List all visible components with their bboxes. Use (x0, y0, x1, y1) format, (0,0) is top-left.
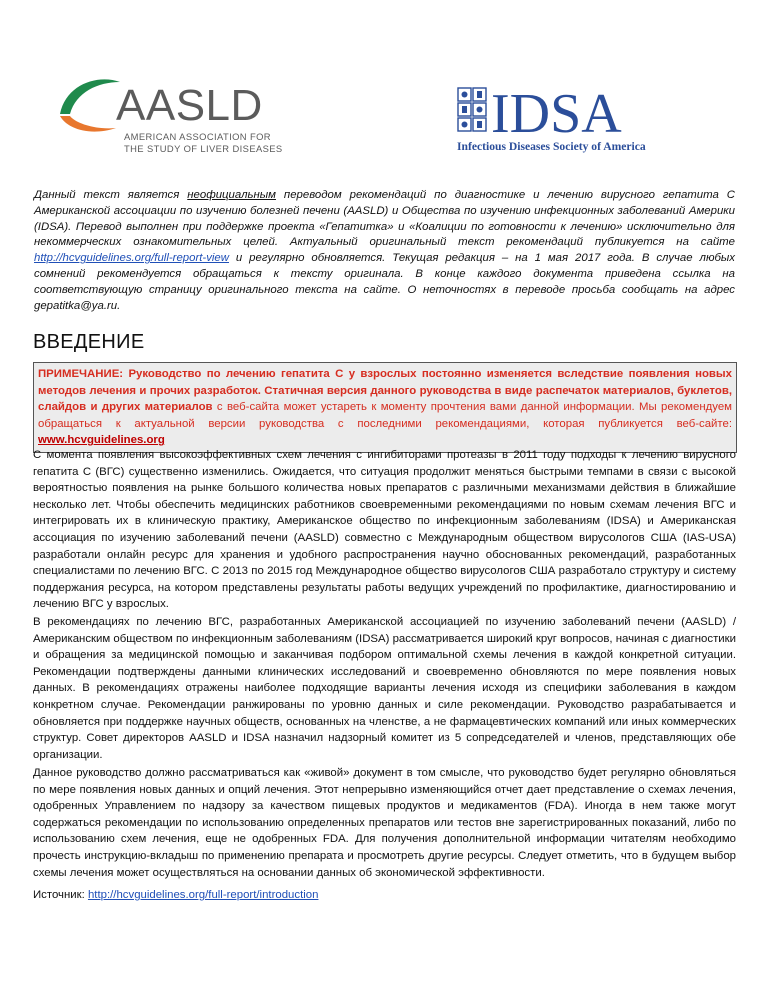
aasld-logo (58, 70, 288, 165)
source-link[interactable]: http://hcvguidelines.org/full-report/introduction (87, 889, 319, 901)
paragraph-2: В рекомендациях по лечению ВГС, разработанных Американской ассоциацией по изучению заболеваний печени (AASLD) /Американским обществом по инфекционным заболеваниям (IDSA) рассматривается широкий круг вопросов, начиная с диагностики и обращения за медицинской помощью и заканчивая подбором оптимальной схемы лечения в каждой конкретной ситуации. Рекомендации подтверждены данными клинических исследований и своевременно обновляются по мере появления новых данных. В рекомендациях отражены наиболее подходящие варианты лечения исходя из специфики заболевания в каждом конкретном случае. Рекомендации ранжированы по уровню данных и силе рекомендации. Руководство разрабатывается и обновляется при поддержке научных обществ, основанных на членстве, а не фармацевтических компаний или иных коммерческих структур. Совет директоров AASLD и IDSA назначил надзорный комитет из 5 сопредседателей и членов, представляющих обе организации. (33, 616, 736, 761)
source-line (33, 889, 318, 901)
paragraph-1: С момента появления высокоэффективных схем лечения с ингибиторами протеазы в 2011 году подходы к лечению вирусного гепатита С (ВГС) существенно изменились. Ожидается, что ситуация продолжит меняться быстрыми темпами в связи с высокой вероятностью появления на рынке большого количества новых препаратов с различными механизмами действия в ближайшие несколько лет. Чтобы обеспечить медицинских работников своевременными рекомендациями по новым схемам лечения ВГС и интегрировать их в клиническую практику, Американское общество по инфекционным заболеваниям (IDSA) и Американская ассоциация по изучению заболеваний печени (AASLD) совместно с Международным обществом вирусологов США (IAS-USA) разработали онлайн ресурс для хранения и удобного распространения научно обоснованных рекомендаций, разработанных специалистами по лечению ВГС. С 2013 по 2015 год Международное общество вирусологов США разработало структуру и систему поддержания ресурса, на котором представлены результаты работы ведущих учреждений по профилактике, диагностированию и лечению ВГС у взрослых. (33, 449, 736, 611)
disclaimer-text-3: и регулярно обновляется. Текущая редакция – на 1 мая 2017 года. В случае любых сомнений рекомендуется обращаться к тексту оригинала. В конце каждого документа приведена ссылка на соответствующую страницу оригинального текста на сайте. О неточностях в переводе просьба сообщать на адрес gepatitka@ya.ru. (34, 252, 735, 312)
note-bold-text: ПРИМЕЧАНИЕ: Руководство по лечению гепатита С у взрослых постоянно изменяется вследствие появления новых методов лечения и прочих разработок. Статичная версия данного руководства в виде распечаток материалов, буклетов, слайдов и других материалов (38, 368, 732, 414)
idsa-name: IDSA (491, 83, 622, 145)
note-box (33, 362, 737, 453)
disclaimer-underlined: неофициальным (187, 189, 276, 201)
hcvguidelines-link[interactable]: www.hcvguidelines.org (38, 434, 165, 447)
idsa-logo (455, 82, 705, 157)
section-heading: ВВЕДЕНИЕ (33, 331, 145, 353)
aasld-tagline-1: AMERICAN ASSOCIATION FOR (124, 131, 271, 142)
hcvguidelines-full-report-link[interactable]: http://hcvguidelines.org/full-report-view (34, 252, 229, 265)
paragraph-3: Данное руководство должно рассматриваться как «живой» документ в том смысле, что руководство будет регулярно обновляться по мере появления новых данных и опций лечения. Этот непрерывно изменяющийся отчет дает представление о схемах лечения, одобренных Управлением по надзору за качеством пищевых продуктов и медикаментов (FDA). Иногда в нем также могут содержаться рекомендации по использованию определенных препаратов или тестов вне зарегистрированных показаний, либо по использованию схем лечения, еще не одобренных FDA. Для получения дополнительной информации читателям необходимо прочесть инструкцию-вкладыш по применению препарата и просмотреть другие ресурсы. Следует отметить, что в будущем выбор схемы лечения может осуществляться на основании данных об экономической эффективности. (33, 767, 736, 879)
translation-disclaimer (34, 188, 735, 314)
idsa-tagline: Infectious Diseases Society of America (457, 140, 646, 153)
aasld-name: AASLD (116, 81, 263, 130)
disclaimer-text-1: Данный текст является (34, 189, 188, 201)
note-text: с веб-сайта может устареть к моменту прочтения вами данной информации. Мы рекомендуем обращаться к актуальной версии руководства с последними рекомендациями, которая публикуется веб-сайте: (38, 401, 732, 430)
disclaimer-text-2: переводом рекомендаций по диагностике и лечению вирусного гепатита С Американской ассоциации по изучению болезней печени (AASLD) и Общества по изучению инфекционных заболеваний Америки (IDSA). Перевод выполнен при поддержке проекта «Гепатитка» и «Коалиции по готовности к лечению» исключительно для некоммерческих ознакомительных целей. Актуальный оригинальный текст рекомендаций публикуется на сайте (34, 189, 736, 249)
aasld-tagline-2: THE STUDY OF LIVER DISEASES (124, 143, 283, 154)
source-label: Источник: (33, 889, 88, 901)
